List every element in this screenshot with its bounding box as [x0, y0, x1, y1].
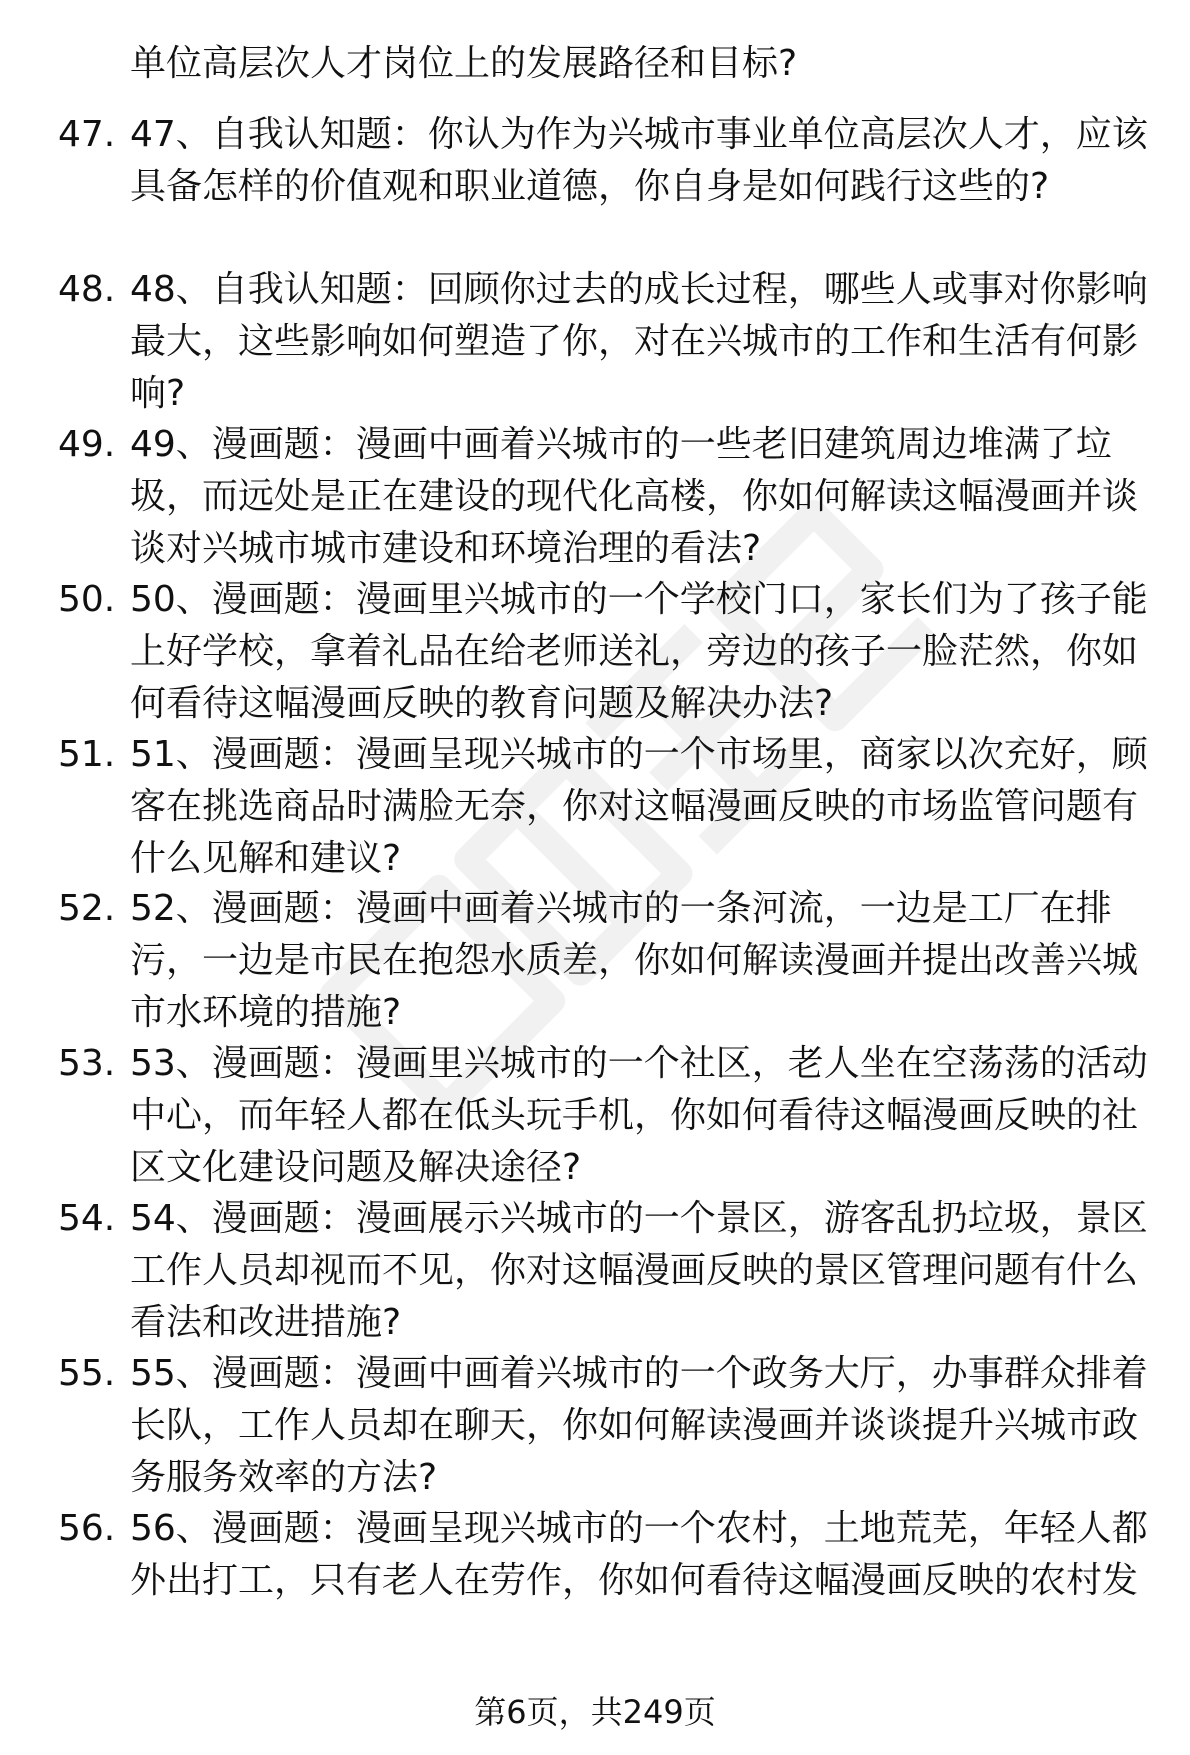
question-line: 具备怎样的价值观和职业道德，你自身是如何践行这些的?	[130, 166, 1050, 207]
question-line: 工作人员却视而不见，你对这幅漫画反映的景区管理问题有什么	[130, 1250, 1139, 1291]
question-line: 什么见解和建议?	[130, 838, 402, 879]
question-line: 响?	[130, 373, 186, 414]
question-line: 51、漫画题：漫画呈现兴城市的一个市场里，商家以次充好，顾	[130, 734, 1148, 775]
question-line: 污，一边是市民在抱怨水质差，你如何解读漫画并提出改善兴城	[130, 940, 1139, 981]
question-number: 53.	[58, 1043, 116, 1084]
question-line: 圾，而远处是正在建设的现代化高楼，你如何解读这幅漫画并谈	[130, 476, 1139, 517]
question-number: 52.	[58, 888, 116, 929]
question-line: 48、自我认知题：回顾你过去的成长过程，哪些人或事对你影响	[130, 269, 1148, 310]
question-line: 长队，工作人员却在聊天，你如何解读漫画并谈谈提升兴城市政	[130, 1405, 1139, 1446]
question-line: 56、漫画题：漫画呈现兴城市的一个农村，土地荒芜，年轻人都	[130, 1508, 1148, 1549]
question-line: 55、漫画题：漫画中画着兴城市的一个政务大厅，办事群众排着	[130, 1353, 1148, 1394]
question-text	[130, 1348, 1150, 1504]
question-line: 上好学校，拿着礼品在给老师送礼，旁边的孩子一脸茫然，你如	[130, 631, 1139, 672]
question-line: 最大，这些影响如何塑造了你，对在兴城市的工作和生活有何影	[130, 321, 1139, 362]
question-line: 何看待这幅漫画反映的教育问题及解决办法?	[130, 683, 834, 724]
question-line: 谈对兴城市城市建设和环境治理的看法?	[130, 528, 762, 569]
page-footer: 第6页，共249页	[474, 1693, 716, 1731]
question-line: 务服务效率的方法?	[130, 1457, 438, 1498]
question-text	[130, 883, 1150, 1039]
question-text	[130, 574, 1150, 730]
question-line: 47、自我认知题：你认为作为兴城市事业单位高层次人才，应该	[130, 114, 1148, 155]
question-text	[130, 1193, 1150, 1349]
question-number: 50.	[58, 579, 116, 620]
question-line: 区文化建设问题及解决途径?	[130, 1147, 582, 1188]
question-text	[130, 109, 1150, 213]
question-number: 55.	[58, 1353, 116, 1394]
question-line: 市水环境的措施?	[130, 992, 402, 1033]
question-text	[130, 1038, 1150, 1194]
question-line: 54、漫画题：漫画展示兴城市的一个景区，游客乱扔垃圾，景区	[130, 1198, 1148, 1239]
question-number: 51.	[58, 734, 116, 775]
question-number: 56.	[58, 1508, 116, 1549]
question-number: 49.	[58, 424, 116, 465]
question-line: 外出打工，只有老人在劳作，你如何看待这幅漫画反映的农村发	[130, 1560, 1139, 1601]
question-number: 48.	[58, 269, 116, 310]
question-text	[130, 264, 1150, 420]
question-line: 看法和改进措施?	[130, 1302, 402, 1343]
question-number: 47.	[58, 114, 116, 155]
question-line: 53、漫画题：漫画里兴城市的一个社区，老人坐在空荡荡的活动	[130, 1043, 1148, 1084]
question-number: 54.	[58, 1198, 116, 1239]
question-text	[130, 419, 1150, 575]
continuation-line: 单位高层次人才岗位上的发展路径和目标?	[130, 43, 798, 84]
question-line: 中心，而年轻人都在低头玩手机，你如何看待这幅漫画反映的社	[130, 1095, 1139, 1136]
question-line: 客在挑选商品时满脸无奈，你对这幅漫画反映的市场监管问题有	[130, 786, 1139, 827]
question-line: 52、漫画题：漫画中画着兴城市的一条河流，一边是工厂在排	[130, 888, 1112, 929]
question-text	[130, 1503, 1150, 1607]
question-text	[130, 729, 1150, 885]
question-line: 49、漫画题：漫画中画着兴城市的一些老旧建筑周边堆满了垃	[130, 424, 1112, 465]
question-line: 50、漫画题：漫画里兴城市的一个学校门口，家长们为了孩子能	[130, 579, 1148, 620]
